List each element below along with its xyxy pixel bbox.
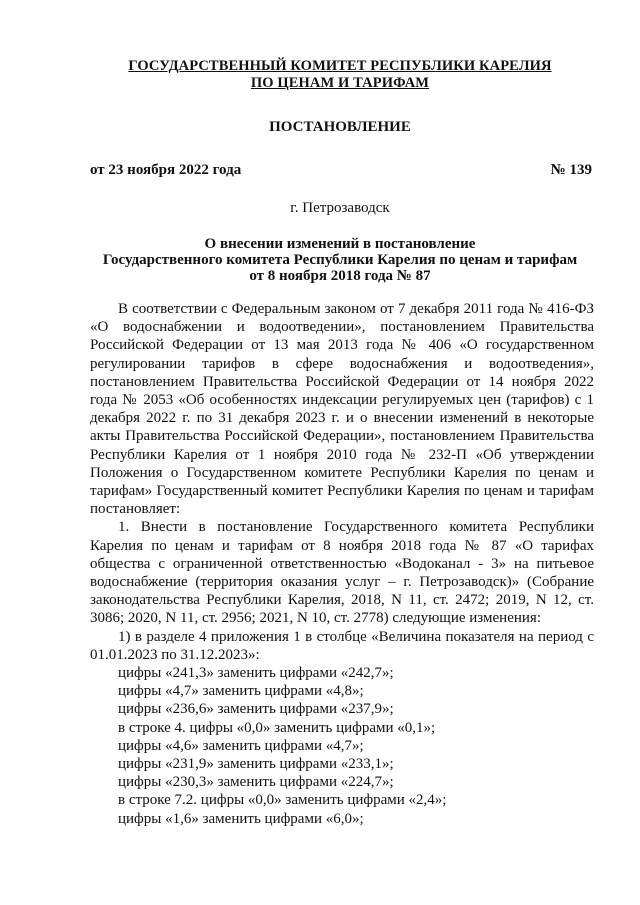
subpoint-1-paragraph: 1) в разделе 4 приложения 1 в столбце «Величина показателя на период с 01.01.2023 по 31.12.2023»:	[90, 628, 594, 663]
document-body	[90, 300, 594, 828]
change-item: цифры «4,7» заменить цифрами «4,8»;	[118, 683, 364, 700]
change-item: цифры «1,6» заменить цифрами «6,0»;	[118, 810, 364, 827]
change-item: цифры «236,6» заменить цифрами «237,9»;	[118, 701, 394, 718]
subject-line-2: Государственного комитета Республики Карелия по ценам и тарифам	[102, 252, 578, 268]
subject-line-3: от 8 ноября 2018 года № 87	[249, 268, 431, 284]
change-item: в строке 7.2. цифры «0,0» заменить цифрами «2,4»;	[118, 792, 447, 809]
document-date: от 23 ноября 2022 года	[90, 162, 242, 178]
point-1-paragraph: 1. Внести в постановление Государственного комитета Республики Карелия по ценам и тарифам от 8 ноября 2018 года № 87 «О тарифах общества с ограниченной ответственностью «Водоканал - 3» на питьевое водоснабжение (территория оказания услуг – г. Петрозаводск)» (Собрание законодательства Республики Карелия, 2018, N 11, ст. 2472; 2019, N 12, ст. 3086; 2020, N 11, ст. 2956; 2021, N 10, ст. 2778) следующие изменения:	[90, 519, 594, 627]
change-item: цифры «241,3» заменить цифрами «242,7»;	[118, 665, 394, 682]
document-city: г. Петрозаводск	[290, 200, 390, 216]
subject-line-1: О внесении изменений в постановление	[204, 236, 476, 252]
document-type: ПОСТАНОВЛЕНИЕ	[269, 119, 411, 135]
header-line-1: ГОСУДАРСТВЕННЫЙ КОМИТЕТ РЕСПУБЛИКИ КАРЕЛИЯ	[128, 58, 552, 74]
header-line-2: ПО ЦЕНАМ И ТАРИФАМ	[250, 75, 430, 91]
change-item: цифры «230,3» заменить цифрами «224,7»;	[118, 774, 394, 791]
document-number: № 139	[550, 162, 592, 178]
change-item: цифры «4,6» заменить цифрами «4,7»;	[118, 737, 364, 754]
preamble-paragraph: В соответствии с Федеральным законом от 7 декабря 2011 года № 416-ФЗ «О водоснабжении и водоотведении», постановлением Правительства Российской Федерации от 13 мая 2013 года № 406 «О государственном регулировании тарифов в сфере водоснабжения и водоотведения», постановлением Правительства Российской Федерации от 14 ноября 2022 года № 2053 «Об особенностях индексации регулируемых цен (тарифов) с 1 декабря 2022 г. по 31 декабря 2023 г. и о внесении изменений в некоторые акты Правительства Российской Федерации», постановлением Правительства Республики Карелия от 1 ноября 2010 года № 232-П «Об утверждении Положения о Государственном комитете Республики Карелия по ценам и тарифам» Государственный комитет Республики Карелия по ценам и тарифам постановляет:	[90, 301, 594, 518]
document-subject	[0, 236, 640, 284]
change-item: цифры «231,9» заменить цифрами «233,1»;	[118, 756, 394, 773]
change-item: в строке 4. цифры «0,0» заменить цифрами «0,1»;	[118, 719, 436, 736]
